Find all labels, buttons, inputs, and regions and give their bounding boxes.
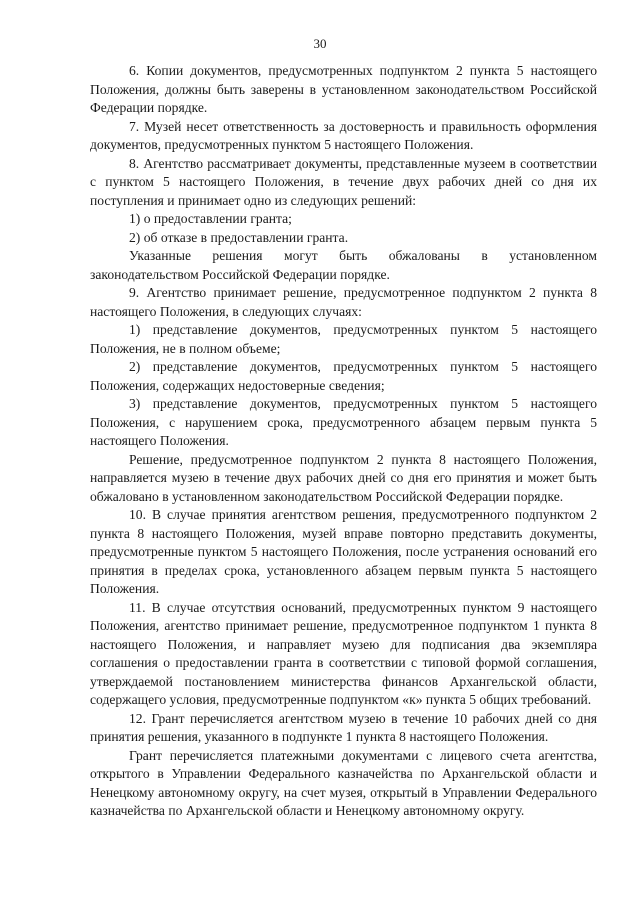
paragraph-12-payment-documents: Грант перечисляется платежными документами с лицевого счета агентства, открытого в Управлении Федерального казначейства по Архангельской области и Ненецкому автономному округу, на счет музея, открытый в Управлении Федерального казначейства по Архангельской области и Ненецкому автономному округу. <box>90 747 597 818</box>
paragraph-6-copies: 6. Копии документов, предусмотренных подпунктом 2 пункта 5 настоящего Положения, должны быть заверены в установленном законодательством Российской Федерации порядке. <box>90 63 597 115</box>
document-body <box>90 62 597 821</box>
paragraph-9-case-1: 1) представление документов, предусмотренных пунктом 5 настоящего Положения, не в полном объеме; <box>90 322 597 356</box>
paragraph-8-option-2: 2) об отказе в предоставлении гранта. <box>129 229 349 245</box>
paragraph-9-case-3: 3) представление документов, предусмотренных пунктом 5 настоящего Положения, с нарушением срока, предусмотренного абзацем первым пункта 5 настоящего Положения. <box>90 396 597 448</box>
paragraph-10-resubmission: 10. В случае принятия агентством решения, предусмотренного подпунктом 2 пункта 8 настоящего Положения, музей вправе повторно представить документы, предусмотренные пунктом 5 настоящего Положения, после устранения оснований его принятия в пределах срока, установленного абзацем первым пункта 5 настоящего Положения. <box>90 507 597 596</box>
paragraph-9-cases: 9. Агентство принимает решение, предусмотренное подпунктом 2 пункта 8 настоящего Положения, в следующих случаях: <box>90 285 597 319</box>
paragraph-8-appeal: Указанные решения могут быть обжалованы в установленном законодательством Российской Федерации порядке. <box>90 248 597 282</box>
page-number: 30 <box>313 36 327 51</box>
paragraph-7-responsibility: 7. Музей несет ответственность за достоверность и правильность оформления документов, предусмотренных пунктом 5 настоящего Положения. <box>90 118 597 152</box>
paragraph-12-transfer: 12. Грант перечисляется агентством музею в течение 10 рабочих дней со дня принятия решения, указанного в подпункте 1 пункта 8 настоящего Положения. <box>90 710 597 744</box>
paragraph-9-case-2: 2) представление документов, предусмотренных пунктом 5 настоящего Положения, содержащих недостоверные сведения; <box>90 359 597 393</box>
paragraph-11-agreement: 11. В случае отсутствия оснований, предусмотренных пунктом 9 настоящего Положения, агентство принимает решение, предусмотренное подпунктом 1 пункта 8 настоящего Положения, и направляет музею для подписания два экземпляра соглашения о предоставлении гранта в соответствии с типовой формой соглашения, утверждаемой постановлением министерства финансов Архангельской области, содержащего условия, предусмотренные подпунктом «к» пункта 5 общих требований. <box>90 599 597 707</box>
paragraph-8-option-1: 1) о предоставлении гранта; <box>129 211 292 226</box>
paragraph-8-review: 8. Агентство рассматривает документы, представленные музеем в соответствии с пунктом 5 настоящего Положения, в течение двух рабочих дней со дня их поступления и принимает одно из следующих решений: <box>90 155 597 208</box>
paragraph-9-decision: Решение, предусмотренное подпунктом 2 пункта 8 настоящего Положения, направляется музею в течение двух рабочих дней со дня его принятия и может быть обжаловано в установленном законодательством Российской Федерации порядке. <box>90 451 597 504</box>
